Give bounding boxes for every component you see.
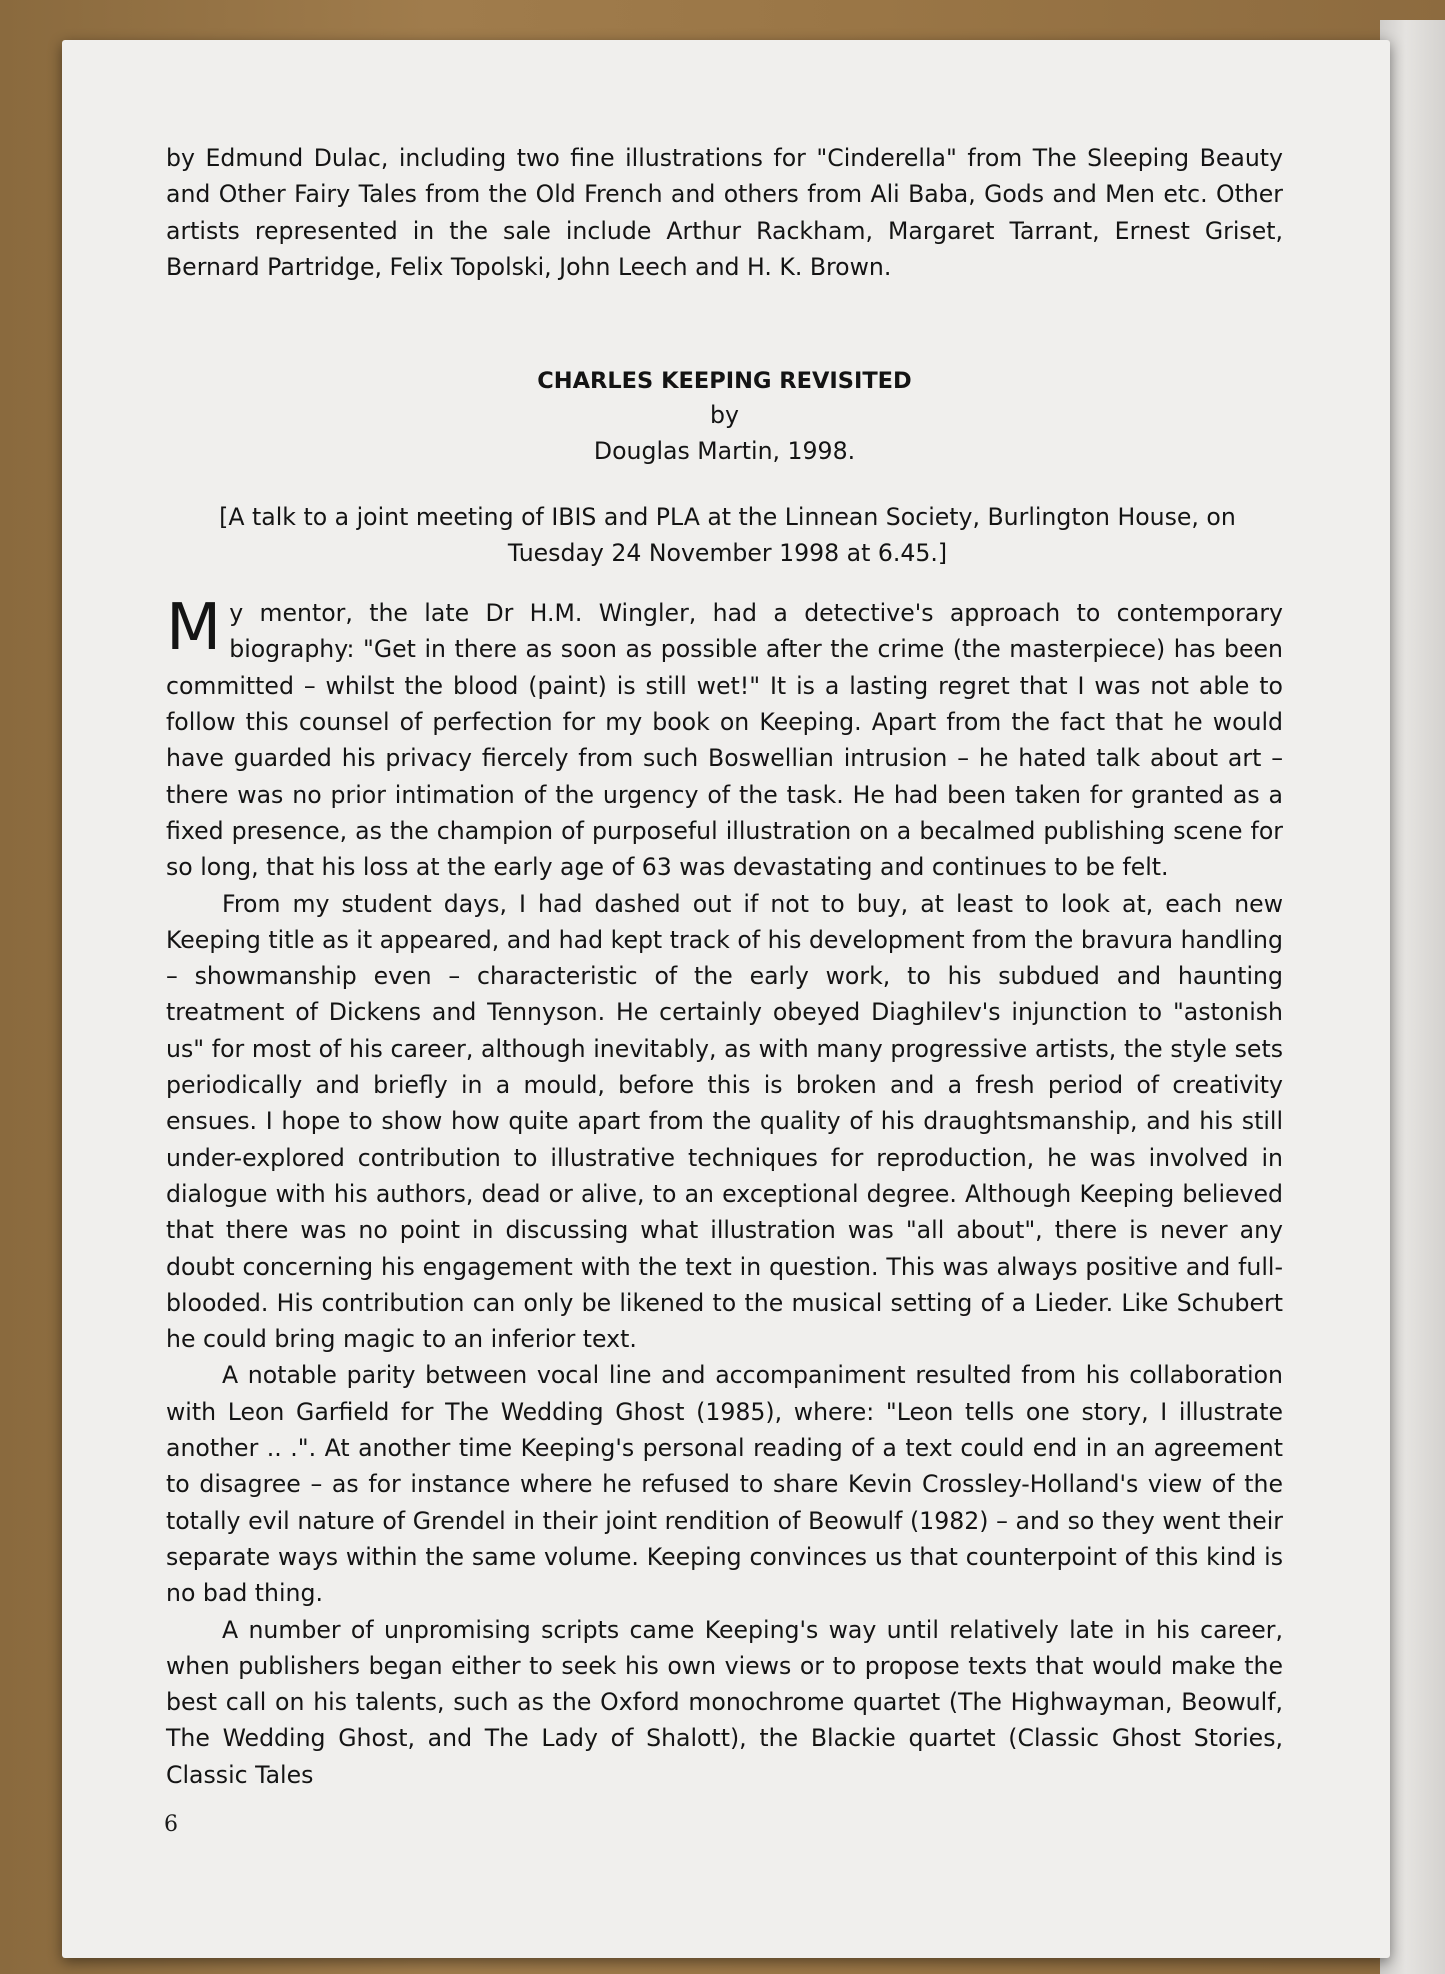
talk-note: [A talk to a joint meeting of IBIS and PLA at the Linnean Society, Burlington House, on Tuesday 24 November 1998 at 6.45.] xyxy=(219,503,1236,568)
paragraph-4: A number of unpromising scripts came Keeping's way until relatively late in his career, when publishers began either to seek his own views or to propose texts that would make the best call on his talents, such as the Oxford monochrome quartet (The Highwayman, Beowulf, The Wedding Ghost, and The Lady of Shalott), the Blackie quartet (Classic Ghost Stories, Classic Tales xyxy=(166,1615,1283,1789)
article-title: CHARLES KEEPING REVISITED xyxy=(537,368,912,395)
paragraph-1 xyxy=(166,591,1283,885)
page-content xyxy=(166,140,1283,1793)
drop-cap: M xyxy=(166,591,222,666)
page-number: 6 xyxy=(164,1812,178,1837)
paragraph-3: A notable parity between vocal line and accompaniment resulted from his collaboration with Leon Garfield for The Wedding Ghost (1985), where: "Leon tells one story, I illustrate another .. .". At another time Keeping's personal reading of a text could end in an agreement to disagree – as for instance where he refused to share Kevin Crossley-Holland's view of the totally evil nature of Grendel in their joint rendition of Beowulf (1982) – and so they went their separate ways within the same volume. Keeping convinces us that counterpoint of this kind is no bad thing. xyxy=(166,1361,1283,1608)
paragraph-2: From my student days, I had dashed out if not to buy, at least to look at, each new Keeping title as it appeared, and had kept track of his development from the bravura handling – showmanship even – characteristic of the early work, to his subdued and haunting treatment of Dickens and Tennyson. He certainly obeyed Diaghilev's injunction to "astonish us" for most of his career, although inevitably, as with many progressive artists, the style sets periodically and briefly in a mould, before this is broken and a fresh period of creativity ensues. I hope to show how quite apart from the quality of his draughtsmanship, and his still under-explored contribution to illustrative techniques for reproduction, he was involved in dialogue with his authors, dead or alive, to an exceptional degree. Although Keeping believed that there was no point in discussing what illustration was "all about", there is never any doubt concerning his engagement with the text in question. This was always positive and full-blooded. His contribution can only be likened to the musical setting of a Lieder. Like Schubert he could bring magic to an inferior text. xyxy=(166,889,1283,1354)
intro-paragraph: by Edmund Dulac, including two fine illustrations for "Cinderella" from The Sleeping Beauty and Other Fairy Tales from the Old French and others from Ali Baba, Gods and Men etc. Other artists represented in the sale include Arthur Rackham, Margaret Tarrant, Ernest Griset, Bernard Partridge, Felix Topolski, John Leech and H. K. Brown. xyxy=(166,144,1283,281)
article-byline: by xyxy=(710,401,739,430)
document-page xyxy=(62,40,1390,1958)
paragraph-1-text: y mentor, the late Dr H.M. Wingler, had a detective's approach to contemporary biography: "Get in there as soon as possible after the crime (the masterpiece) has been committed – whilst the blood (paint) is still wet!" It is a lasting regret that I was not able to follow this counsel of perfection for my book on Keeping. Apart from the fact that he would have guarded his privacy fiercely from such Boswellian intrusion – he hated talk about art – there was no prior intimation of the urgency of the task. He had been taken for granted as a fixed presence, as the champion of purposeful illustration on a becalmed publishing scene for so long, that his loss at the early age of 63 was devastating and continues to be felt. xyxy=(166,599,1283,882)
article-author: Douglas Martin, 1998. xyxy=(593,437,856,466)
